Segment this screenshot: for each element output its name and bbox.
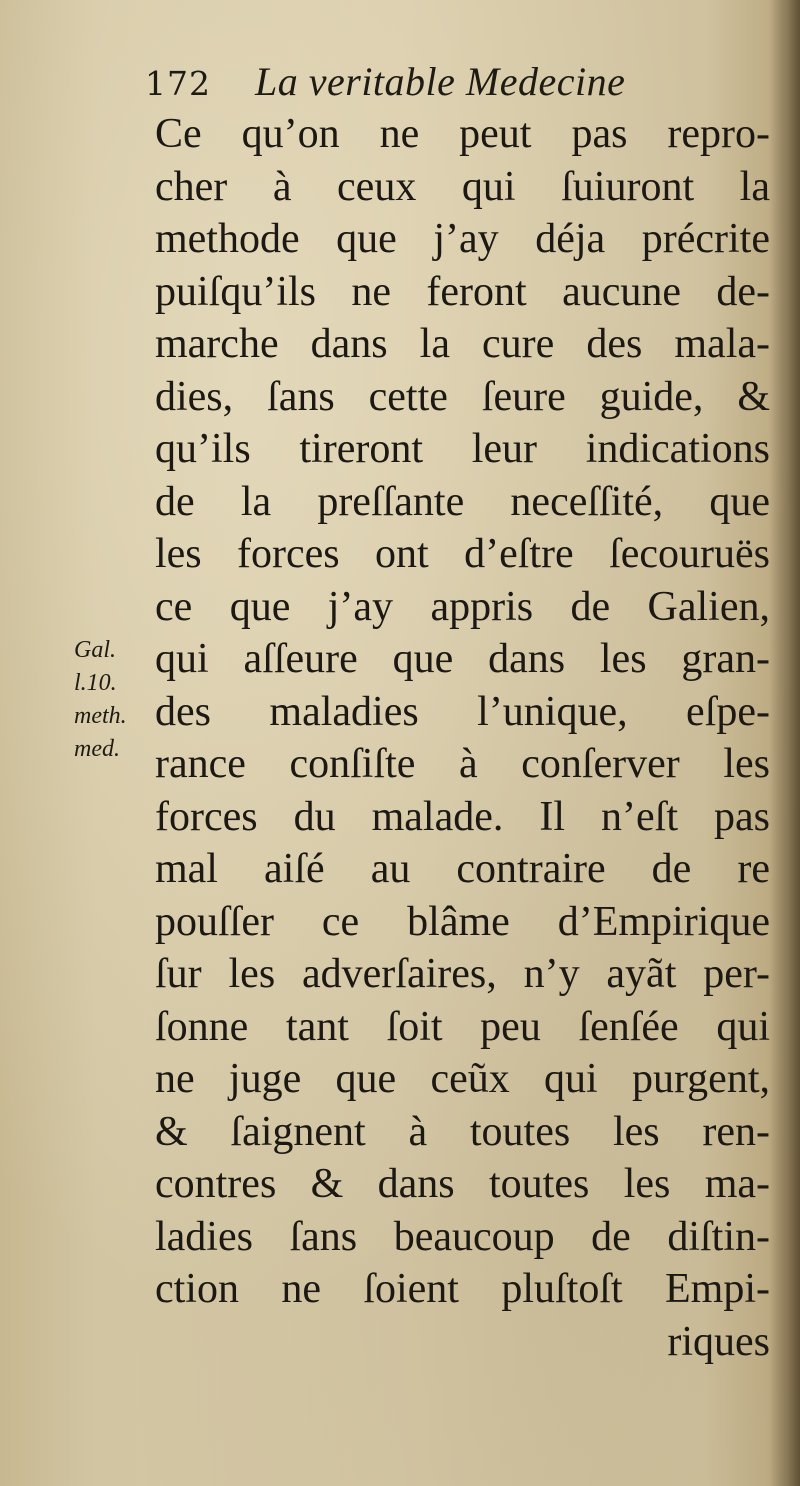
page-number: 172: [145, 64, 211, 103]
margin-note-line: meth.: [74, 703, 127, 729]
text-line: des maladies l’unique, eſpe-: [155, 688, 770, 735]
body-text: [155, 108, 770, 1368]
text-line: ne juge que ceũx qui purgent,: [155, 1056, 770, 1102]
text-line: ſonne tant ſoit peu ſenſée qui: [155, 1003, 770, 1050]
text-line: dies, ſans cette ſeure guide, &: [155, 373, 770, 420]
margin-note-line: l.10.: [74, 670, 117, 696]
text-line: les forces ont d’eſtre ſecouruës: [155, 531, 770, 577]
catchword: riques: [667, 1318, 770, 1365]
text-line: ſur les adverſaires, n’y ayãt per-: [155, 951, 770, 997]
text-line: methode que j’ay déja précrite: [155, 216, 770, 262]
margin-note: [74, 634, 154, 766]
margin-note-line: Gal.: [74, 637, 116, 663]
text-line: forces du malade. Il n’eſt pas: [155, 793, 770, 840]
text-line: pouſſer ce blâme d’Empirique: [155, 898, 770, 945]
text-line: Ce qu’on ne peut pas repro-: [155, 111, 770, 157]
running-title: La veritable Medecine: [255, 59, 626, 104]
margin-note-line: med.: [74, 736, 120, 762]
text-line: qui aſſeure que dans les gran-: [155, 636, 770, 682]
text-line: & ſaignent à toutes les ren-: [155, 1108, 770, 1155]
binding-gutter-shadow: [770, 0, 800, 1486]
text-line: rance conſiſte à conſerver les: [155, 741, 770, 787]
text-line: puiſqu’ils ne feront aucune de-: [155, 268, 770, 315]
text-line: mal aiſé au contraire de re: [155, 846, 770, 892]
text-line: ction ne ſoient pluſtoſt Empi-: [155, 1266, 770, 1312]
text-line: marche dans la cure des mala-: [155, 321, 770, 367]
text-line: cher à ceux qui ſuiuront la: [155, 163, 770, 210]
page-header: [145, 58, 745, 106]
text-line: contres & dans toutes les ma-: [155, 1161, 770, 1207]
text-line: qu’ils tireront leur indications: [155, 426, 770, 472]
text-line: ladies ſans beaucoup de diſtin-: [155, 1213, 770, 1260]
text-line: ce que j’ay appris de Galien,: [155, 583, 770, 630]
text-line: de la preſſante neceſſité, que: [155, 478, 770, 525]
